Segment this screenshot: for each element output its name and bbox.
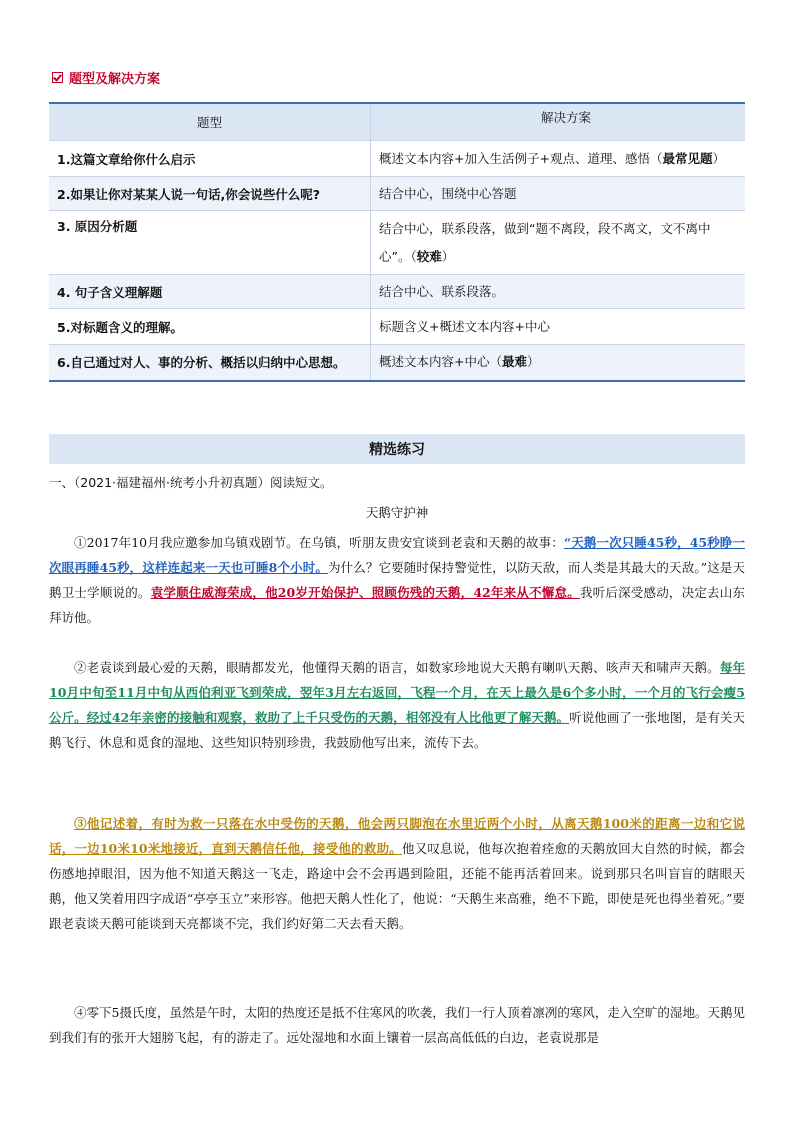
table-cell-solution: 概述文本内容+中心（最难） [371, 345, 746, 381]
table-header-solution: 解决方案 [371, 103, 746, 141]
table-header-type: 题型 [49, 103, 371, 141]
table-row [49, 309, 745, 345]
section-title-bar [49, 434, 745, 464]
table-cell-type: 5.对标题含义的理解。 [49, 309, 371, 345]
table-row [49, 141, 745, 177]
passage-paragraph-4: ④零下5摄氏度，虽然是午时，太阳的热度还是抵不住寒风的吹袭，我们一行人顶着凛冽的寒风，走入空旷的湿地。天鹅见到我们有的张开大翅膀飞起，有的游走了。远处湿地和水面上镶着一层高高低低的白边，老袁说那是 [49, 1005, 745, 1045]
table-cell-solution: 结合中心、联系段落。 [371, 275, 746, 309]
checkbox-icon [52, 72, 63, 83]
table-cell-type: 3. 原因分析题 [49, 211, 371, 275]
table-cell-solution: 结合中心，围绕中心答题 [371, 177, 746, 211]
table-cell-type: 1.这篇文章给你什么启示 [49, 141, 371, 177]
table-row [49, 345, 745, 381]
section-heading [52, 68, 160, 87]
passage-paragraph-1: ①2017年10月我应邀参加乌镇戏剧节。在乌镇，听朋友贵安宜谈到老袁和天鹅的故事：“天鹅一次只睡45秒，45秒睁一次眼再睡45秒，这样连起来一天也可睡8个小时。为什么？它要随时保持警觉性，以防天敌，而人类是其最大的天敌。”这是天鹅卫士学顺说的。袁学顺住威海荣成，他20岁开始保护、照顾伤残的天鹅，42年来从不懈怠。我听后深受感动，决定去山东拜访他。 [49, 535, 745, 625]
table-cell-type: 2.如果让你对某某人说一句话,你会说些什么呢? [49, 177, 371, 211]
table-header-row [49, 103, 745, 141]
passage-title: 天鹅守护神 [365, 505, 429, 520]
table-row [49, 211, 745, 275]
table-row [49, 177, 745, 211]
question-intro: 一、（2021·福建福州·统考小升初真题）阅读短文。 [49, 475, 333, 490]
passage-paragraph-3: ③他记述着，有时为救一只落在水中受伤的天鹅，他会两只脚泡在水里近两个小时，从离天鹅100米的距离一边和它说话，一边10米10米地接近，直到天鹅信任他，接受他的救助。他又叹息说，他每次抱着痊愈的天鹅放回大自然的时候，都会伤感地掉眼泪，因为他不知道天鹅这一飞走，路途中会不会再遇到险阻，还能不能再活着回来。说到那只名叫盲盲的瞎眼天鹅，他又笑着用四字成语“亭亭玉立”来形容。他把天鹅人性化了，他说：“天鹅生来高雅，绝不下跪，即使是死也得坐着死。”要跟老袁谈天鹅可能谈到天亮都谈不完，我们约好第二天去看天鹅。 [49, 816, 745, 931]
solutions-table [49, 102, 745, 382]
passage-paragraph-2: ②老袁谈到最心爱的天鹅，眼睛都发光，他懂得天鹅的语言，如数家珍地说大天鹅有喇叭天鹅、咳声天和啸声天鹅。每年10月中旬至11月中旬从西伯利亚飞到荣成，翌年3月左右返回，飞程一个月，在天上最久是6个多小时，一个月的飞行会瘦5公斤。经过42年亲密的接触和观察，救助了上千只受伤的天鹅，相邻没有人比他更了解天鹅。听说他画了一张地图，是有关天鹅飞行、休息和觅食的湿地、这些知识特别珍贵，我鼓励他写出来，流传下去。 [49, 660, 745, 750]
table-cell-solution: 标题含义+概述文本内容+中心 [371, 309, 746, 345]
table-cell-type: 4. 句子含义理解题 [49, 275, 371, 309]
heading-label: 题型及解决方案 [69, 72, 161, 87]
table-cell-solution: 结合中心，联系段落，做到“题不离段，段不离文，文不离中心”。（较难） [371, 211, 746, 275]
table-row [49, 275, 745, 309]
table-cell-solution: 概述文本内容+加入生活例子+观点、道理、感悟（最常见题） [371, 141, 746, 177]
section-title: 精选练习 [369, 442, 425, 458]
table-cell-type: 6.自己通过对人、事的分析、概括以归纳中心思想。 [49, 345, 371, 381]
